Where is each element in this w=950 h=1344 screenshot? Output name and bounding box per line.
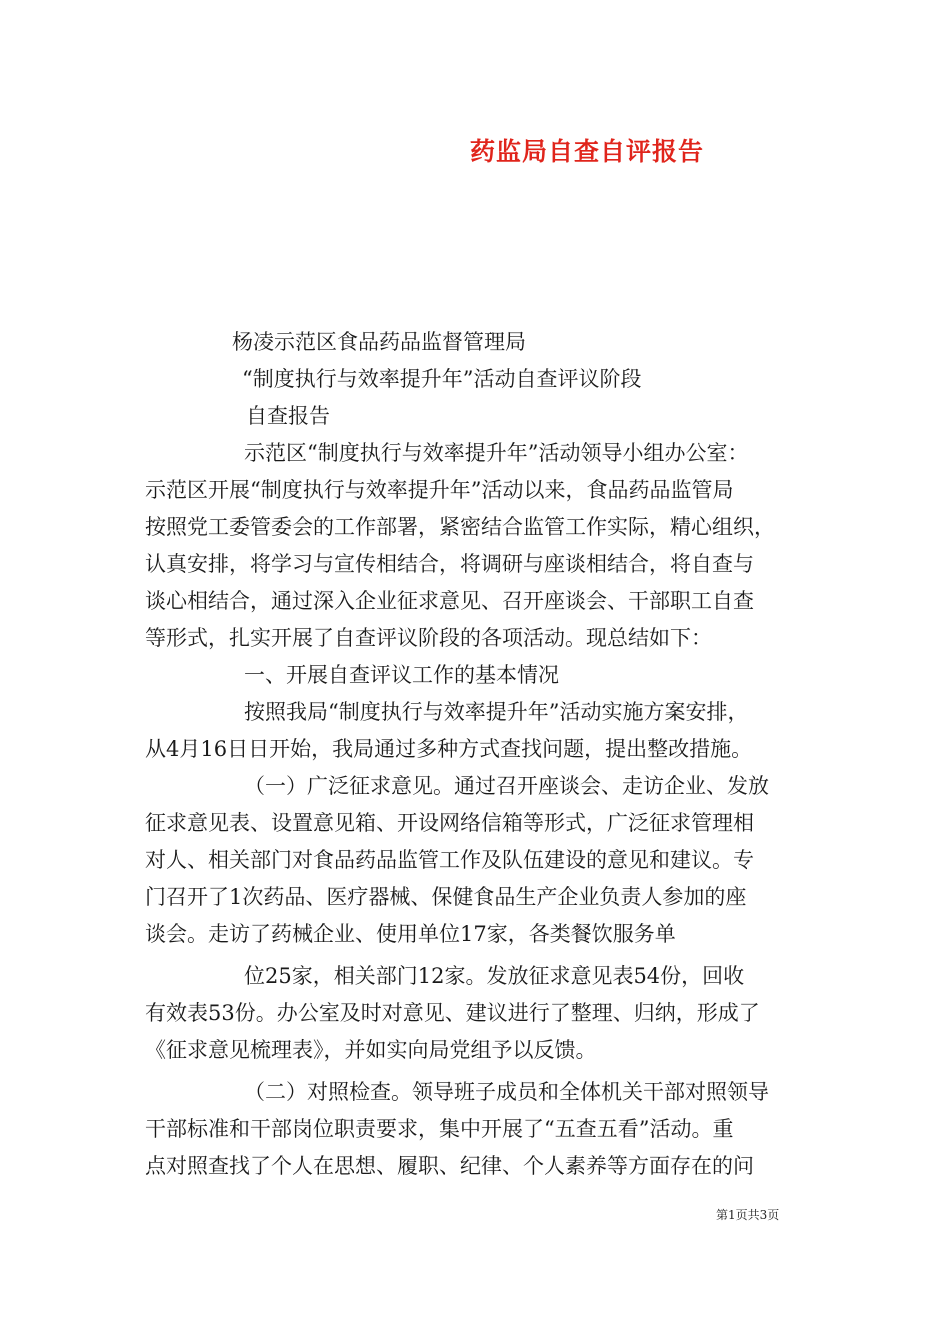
paragraph-line: 示范区“制度执行与效率提升年”活动领导小组办公室： — [244, 441, 749, 465]
document-title: 药监局自查自评报告 — [470, 137, 705, 166]
paragraph-line: 征求意见表、设置意见箱、开设网络信箱等形式，广泛征求管理相 — [145, 811, 754, 835]
paragraph-line: 门召开了1次药品、医疗器械、保健食品生产企业负责人参加的座 — [145, 885, 747, 909]
paragraph-line: 从4月16日日开始，我局通过多种方式查找问题，提出整改措施。 — [145, 737, 753, 761]
paragraph-line: 杨凌示范区食品药品监督管理局 — [232, 330, 526, 354]
paragraph-line: 点对照查找了个人在思想、履职、纪律、个人素养等方面存在的问 — [145, 1154, 754, 1178]
paragraph-line: 按照党工委管委会的工作部署，紧密结合监管工作实际，精心组织， — [145, 515, 775, 539]
paragraph-line: （二）对照检查。领导班子成员和全体机关干部对照领导 — [244, 1080, 769, 1104]
paragraph-line: 《征求意见梳理表》，并如实向局党组予以反馈。 — [145, 1038, 597, 1062]
paragraph-line: 对人、相关部门对食品药品监管工作及队伍建设的意见和建议。专 — [145, 848, 754, 872]
paragraph-line: 自查报告 — [246, 404, 330, 428]
paragraph-line: 示范区开展“制度执行与效率提升年”活动以来，食品药品监管局 — [145, 478, 734, 502]
page-number-footer: 第1页共3页 — [716, 1208, 780, 1222]
paragraph-line: “制度执行与效率提升年”活动自查评议阶段 — [242, 367, 642, 391]
paragraph-line: 认真安排，将学习与宣传相结合，将调研与座谈相结合，将自查与 — [145, 552, 754, 576]
paragraph-line: （一）广泛征求意见。通过召开座谈会、走访企业、发放 — [244, 774, 769, 798]
paragraph-line: 等形式，扎实开展了自查评议阶段的各项活动。现总结如下： — [145, 626, 712, 650]
paragraph-line: 按照我局“制度执行与效率提升年”活动实施方案安排， — [244, 700, 749, 724]
paragraph-line: 干部标准和干部岗位职责要求，集中开展了“五查五看”活动。重 — [145, 1117, 734, 1141]
section-heading: 一、开展自查评议工作的基本情况 — [244, 663, 559, 687]
paragraph-line: 位25家，相关部门12家。发放征求意见表54份，回收 — [244, 964, 745, 988]
paragraph-line: 有效表53份。办公室及时对意见、建议进行了整理、归纳，形成了 — [145, 1001, 760, 1025]
paragraph-line: 谈会。走访了药械企业、使用单位17家，各类餐饮服务单 — [145, 922, 676, 946]
paragraph-line: 谈心相结合，通过深入企业征求意见、召开座谈会、干部职工自查 — [145, 589, 754, 613]
